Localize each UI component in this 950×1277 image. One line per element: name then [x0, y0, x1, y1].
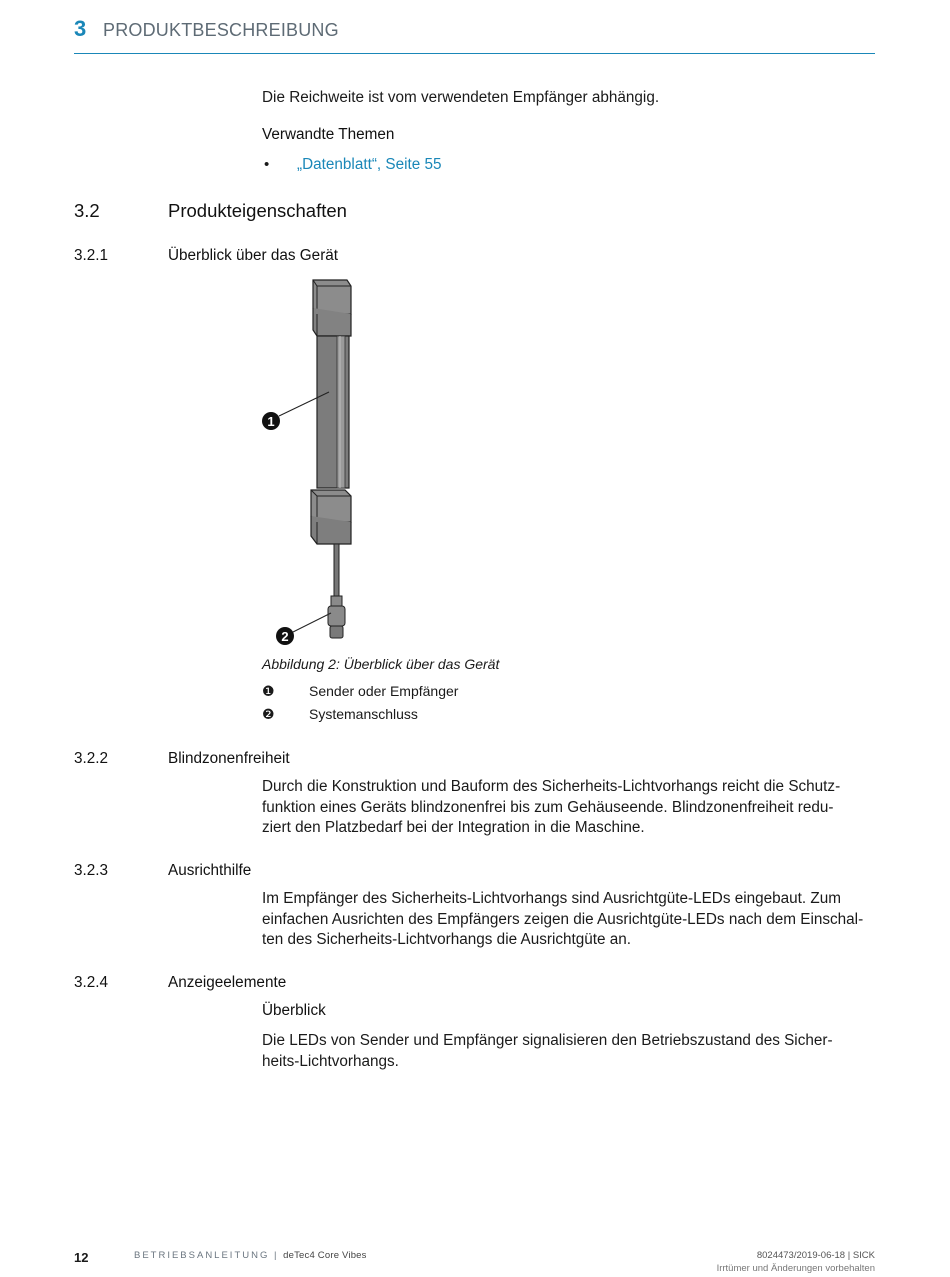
footer-doc-info — [134, 1250, 367, 1261]
overview-subheading: Überblick — [262, 1002, 326, 1019]
subsection-title: Blindzonenfreiheit — [168, 750, 290, 767]
paragraph-line: Im Empfänger des Sicherheits-Lichtvorhangs sind Ausrichtgüte-LEDs eingebaut. Zum — [262, 890, 842, 907]
svg-text:1: 1 — [267, 414, 275, 429]
header-divider — [74, 53, 875, 54]
paragraph-line: ten des Sicherheits-Lichtvorhangs die Ausrichtgüte an. — [262, 931, 632, 948]
legend-marker-1: ❶ — [262, 683, 275, 699]
callout-1 — [262, 412, 280, 430]
footer-separator: | — [274, 1250, 279, 1261]
paragraph-line: heits-Lichtvorhangs. — [262, 1052, 399, 1070]
subsection-title: Überblick über das Gerät — [168, 247, 339, 264]
chapter-title: PRODUKTBESCHREIBUNG — [103, 20, 339, 40]
related-topics-heading: Verwandte Themen — [262, 126, 395, 143]
subsection-title: Anzeigeelemente — [168, 974, 287, 991]
subsection-number: 3.2.2 — [74, 750, 109, 767]
datasheet-link[interactable]: „Datenblatt“, Seite 55 — [297, 156, 442, 173]
paragraph-line: Die LEDs von Sender und Empfänger signalisieren den Betriebszustand des Sicher- — [262, 1032, 833, 1049]
subsection-number: 3.2.4 — [74, 974, 109, 991]
bullet-dot: • — [264, 156, 270, 173]
paragraph-line: Durch die Konstruktion und Bauform des Sicherheits-Lichtvorhangs reicht die Schutz- — [262, 778, 841, 795]
chapter-number: 3 — [74, 16, 87, 41]
paragraph-line: ziert den Platzbedarf bei der Integration in die Maschine. — [262, 819, 645, 836]
device-illustration — [255, 270, 375, 650]
section-title: Produkteigenschaften — [168, 200, 347, 221]
blindzone-paragraph — [262, 777, 840, 839]
subsection-number: 3.2.1 — [74, 247, 109, 264]
callout-2 — [276, 627, 294, 645]
footer-product: deTec4 Core Vibes — [283, 1250, 367, 1261]
section-number: 3.2 — [74, 200, 100, 221]
footer-doc-type: BETRIEBSANLEITUNG — [134, 1250, 270, 1261]
legend-text-1: Sender oder Empfänger — [309, 683, 459, 699]
svg-text:2: 2 — [281, 629, 289, 644]
alignment-paragraph — [262, 889, 863, 951]
paragraph-line: funktion eines Geräts blindzonenfrei bis zum Gehäuseende. Blindzonenfreiheit redu- — [262, 798, 834, 816]
footer-disclaimer: Irrtümer und Änderungen vorbehalten — [716, 1263, 875, 1274]
paragraph-line: einfachen Ausrichten des Empfängers zeigen die Ausrichtgüte-LEDs nach dem Einschal- — [262, 910, 864, 928]
indicators-paragraph — [262, 1031, 833, 1072]
legend-marker-2: ❷ — [262, 706, 275, 722]
subsection-title: Ausrichthilfe — [168, 862, 252, 879]
footer-doc-id: 8024473/2019-06-18 | SICK — [756, 1250, 875, 1261]
figure-caption: Abbildung 2: Überblick über das Gerät — [262, 656, 500, 672]
subsection-number: 3.2.3 — [74, 862, 109, 879]
page-number: 12 — [74, 1250, 89, 1265]
intro-text: Die Reichweite ist vom verwendeten Empfänger abhängig. — [262, 89, 660, 106]
legend-text-2: Systemanschluss — [309, 706, 418, 722]
